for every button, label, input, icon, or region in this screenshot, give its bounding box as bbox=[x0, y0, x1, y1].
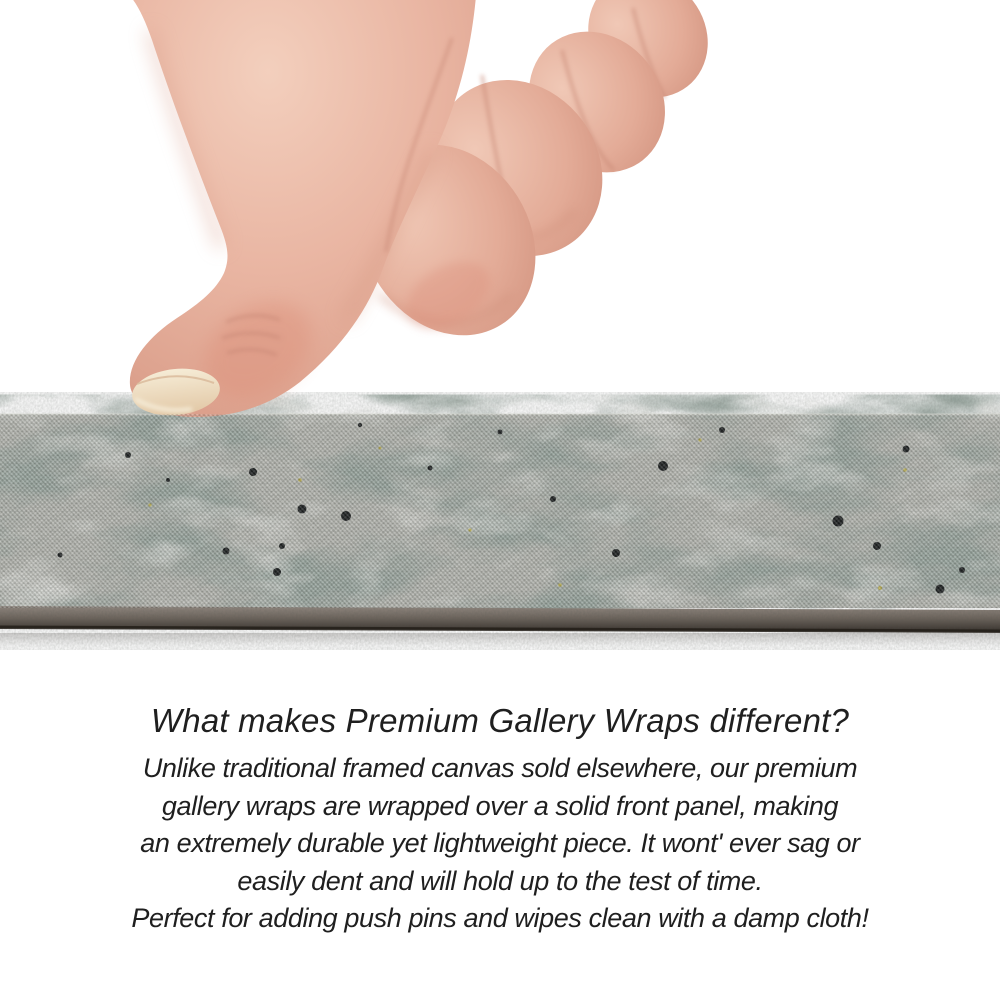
canvas-strip bbox=[0, 414, 1000, 647]
caption-line-5: Perfect for adding push pins and wipes clean with a damp cloth! bbox=[131, 903, 869, 934]
hand-photo bbox=[130, 0, 732, 419]
panel-drop-shadow bbox=[0, 633, 1000, 646]
canvas-grain bbox=[0, 414, 1000, 634]
caption-line-2: gallery wraps are wrapped over a solid front panel, making bbox=[161, 790, 839, 821]
caption-block bbox=[0, 701, 1000, 938]
caption-line-3: an extremely durable yet lightweight piece. It wont' ever sag or bbox=[140, 828, 860, 859]
caption-line-1: Unlike traditional framed canvas sold elsewhere, our premium bbox=[142, 753, 858, 783]
caption-heading: What makes Premium Gallery Wraps different? bbox=[150, 702, 850, 739]
caption-line-4: easily dent and will hold up to the test of time. bbox=[237, 865, 763, 896]
canvas-top-highlight bbox=[0, 414, 1000, 416]
